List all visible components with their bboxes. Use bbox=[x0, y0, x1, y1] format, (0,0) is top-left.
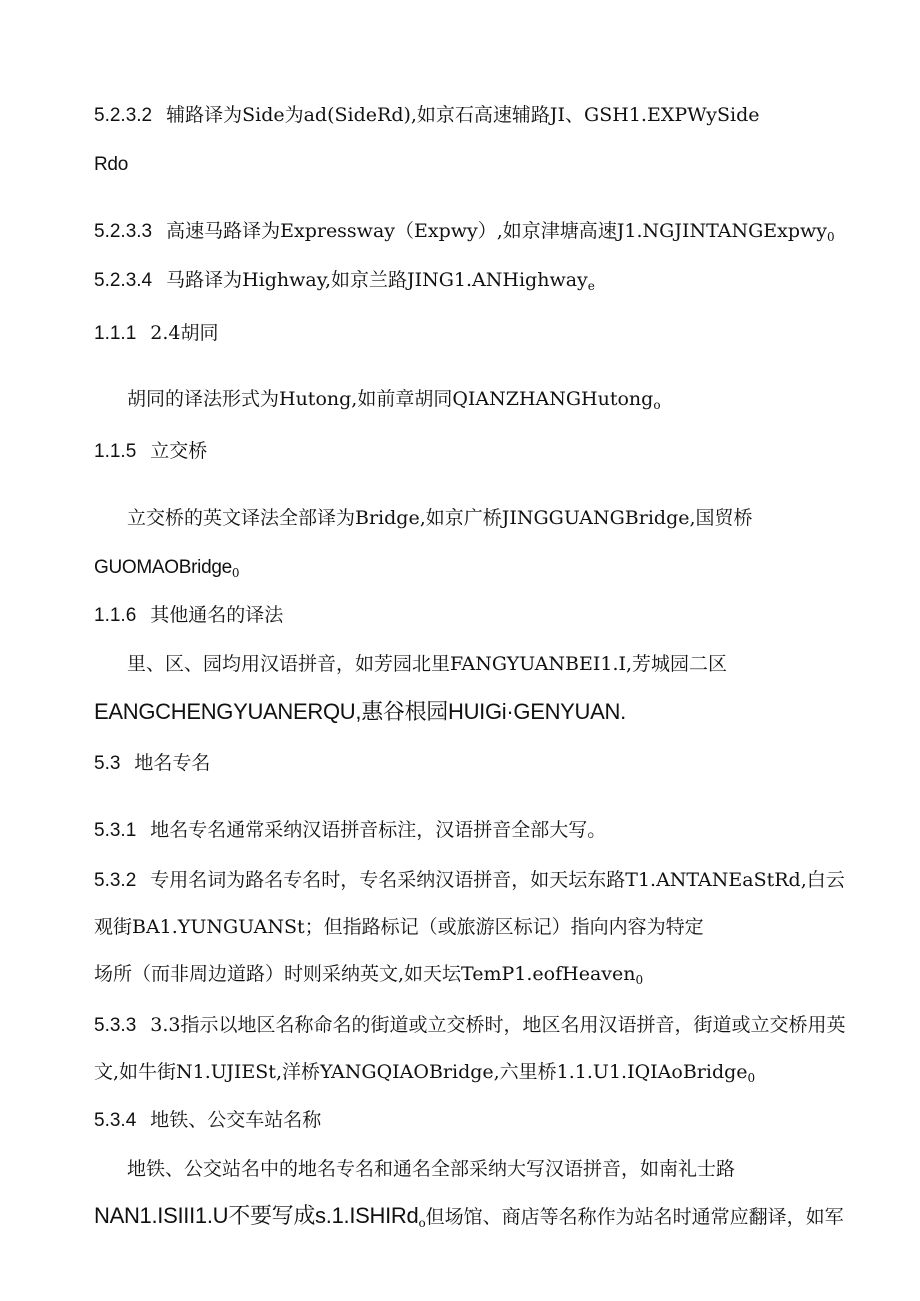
section-5-2-3-4 bbox=[94, 268, 595, 298]
section-text: 其他通名的译法 bbox=[150, 604, 284, 626]
section-number: 5.3.1 bbox=[94, 820, 137, 841]
section-text: 里、区、园均用汉语拼音，如芳园北里FANGYUANBEI1.I,芳城园二区 bbox=[127, 653, 728, 675]
subscript-char: 0 bbox=[231, 566, 240, 580]
section-number: 5.2.3.3 bbox=[94, 221, 153, 242]
section-number: 5.3.3 bbox=[94, 1015, 137, 1036]
section-5-3 bbox=[94, 751, 210, 776]
section-text: 观街BA1.YUNGUANSt；但指路标记（或旅游区标记）指向内容为特定 bbox=[94, 916, 704, 938]
section-number: 5.2.3.4 bbox=[94, 270, 153, 291]
section-number: 5.2.3.2 bbox=[94, 105, 153, 126]
section-5-3-2 bbox=[94, 868, 845, 893]
section-text: 辅路译为Side为ad(SideRd),如京石高速辅路JI、GSH1.EXPWySide bbox=[166, 104, 760, 126]
paragraph-line bbox=[94, 1060, 755, 1090]
subscript-char: 0 bbox=[827, 230, 835, 244]
section-5-3-1 bbox=[94, 818, 606, 843]
section-number: 1.1.6 bbox=[94, 605, 137, 626]
paragraph-line bbox=[94, 700, 626, 725]
section-text: 场所（而非周边道路）时则采纳英文,如天坛TemP1.eofHeaven bbox=[94, 963, 636, 985]
section-text: 地名专名通常采纳汉语拼音标注，汉语拼音全部大写。 bbox=[150, 819, 607, 841]
paragraph-line bbox=[94, 962, 643, 992]
section-text: 2.4胡同 bbox=[150, 322, 219, 344]
section-text: EANGCHENGYUANERQU,惠谷根园HUIGi·GENYUAN. bbox=[94, 699, 626, 724]
section-1-1-6 bbox=[94, 603, 283, 628]
section-1-1-5 bbox=[94, 439, 207, 464]
section-text: 专用名词为路名专名时，专名采纳汉语拼音，如天坛东路T1.ANTANEaStRd,白云 bbox=[150, 869, 845, 891]
paragraph-line bbox=[127, 652, 727, 676]
paragraph-line bbox=[127, 387, 661, 417]
text-line bbox=[94, 152, 128, 177]
section-1-1-1 bbox=[94, 321, 218, 346]
section-text: Rdo bbox=[94, 154, 128, 175]
paragraph-line bbox=[94, 555, 240, 585]
section-text: 立交桥 bbox=[150, 440, 208, 462]
paragraph-line bbox=[127, 506, 753, 530]
paragraph-line bbox=[127, 1157, 735, 1181]
section-number: 1.1.5 bbox=[94, 441, 137, 462]
subscript-char: e bbox=[587, 279, 595, 293]
subscript-char: o bbox=[418, 1216, 426, 1230]
subscript-char: o bbox=[653, 398, 661, 412]
section-text-after: 但场馆、商店等名称作为站名时通常应翻译，如军 bbox=[425, 1206, 844, 1228]
section-number: 5.3.2 bbox=[94, 870, 137, 891]
section-text: NAN1.ISIII1.U不要写成s.1.ISHIRd bbox=[94, 1203, 419, 1228]
section-text: 3.3指示以地区名称命名的街道或立交桥时，地区名用汉语拼音，街道或立交桥用英 bbox=[150, 1014, 846, 1036]
section-number: 5.3.4 bbox=[94, 1110, 137, 1131]
section-text: 胡同的译法形式为Hutong,如前章胡同QIANZHANGHutong bbox=[127, 388, 654, 410]
subscript-char: 0 bbox=[635, 973, 644, 987]
section-text: 高速马路译为Expressway（Expwy）,如京津塘高速J1.NGJINTANGExpwy bbox=[166, 220, 827, 242]
paragraph-line bbox=[94, 915, 704, 939]
subscript-char: 0 bbox=[747, 1071, 756, 1085]
section-text: GUOMAOBridge bbox=[94, 557, 232, 578]
section-text: 文,如牛街N1.UJIESt,洋桥YANGQIAOBridge,六里桥1.1.U1.IQIAoBridge bbox=[94, 1061, 748, 1083]
section-text: 地名专名 bbox=[134, 752, 211, 774]
section-text: 立交桥的英文译法全部译为Bridge,如京广桥JINGGUANGBridge,国贸桥 bbox=[127, 507, 753, 529]
section-text: 马路译为Highway,如京兰路JING1.ANHighway bbox=[166, 269, 588, 291]
section-number: 5.3 bbox=[94, 753, 121, 774]
section-text: 地铁、公交站名中的地名专名和通名全部采纳大写汉语拼音，如南礼士路 bbox=[127, 1158, 736, 1180]
section-5-3-3 bbox=[94, 1013, 845, 1038]
section-5-2-3-3 bbox=[94, 219, 835, 249]
section-number: 1.1.1 bbox=[94, 323, 137, 344]
section-5-2-3-2 bbox=[94, 103, 759, 128]
section-text: 地铁、公交车站名称 bbox=[150, 1109, 322, 1131]
paragraph-line bbox=[94, 1204, 844, 1235]
section-5-3-4 bbox=[94, 1108, 321, 1133]
